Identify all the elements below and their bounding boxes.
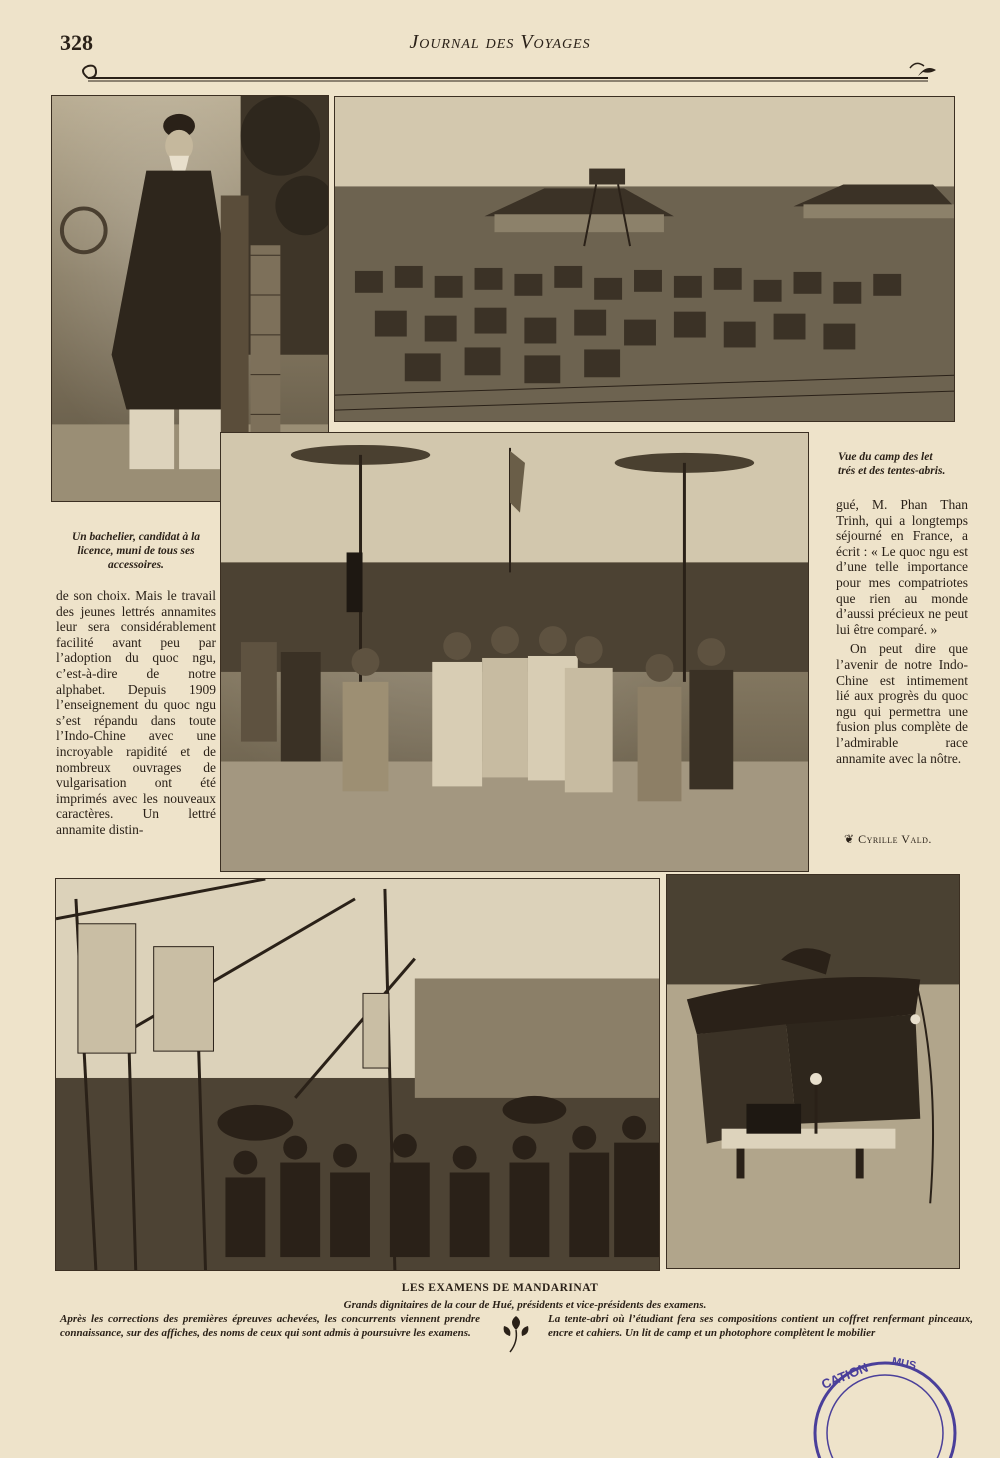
photo-affiches xyxy=(55,878,660,1271)
caption-camp xyxy=(838,450,968,478)
photo-camp xyxy=(334,96,955,422)
caption-bachelier: Un bachelier, candidat à la licence, muni de tous ses accessoires. xyxy=(71,531,201,571)
header-ornament-rule xyxy=(78,62,938,84)
author-name: Cyrille Vald. xyxy=(858,832,932,846)
photo-tente xyxy=(666,874,960,1269)
right-column-paragraph-1: gué, M. Phan Than Trinh, qui a longtemps séjourné en France, a écrit : « Le quoc ngu est d’une telle importance pour mes compatriotes que rien au monde d’aussi précieux ne peut lui être comparé. » xyxy=(836,497,968,637)
dignitaries-illustration xyxy=(221,433,808,871)
page-number: 328 xyxy=(60,30,93,55)
camp-illustration xyxy=(335,97,954,421)
stamp-text-2: MUS xyxy=(890,1355,918,1373)
left-column-paragraph: de son choix. Mais le travail des jeunes lettrés annamites leur sera considérablement facilité avant peu par l’adoption du quoc ngu, c’est-à-dire de notre alphabet. Depuis 1909 l’enseignement du quoc ngu s’est répandu dans toute l’Indo-Chine avec une incroyable rapidité et de nombreux ouvrages de vulgarisation ont été imprimés avec les nouveaux caractères. Un lettré annamite distin- xyxy=(56,588,216,837)
caption-affiches: Après les corrections des premières épreuves achevées, les concurrents viennent prendre connaissance, sur des affiches, des noms de ceux qui sont admis à poursuivre les examens. xyxy=(60,1313,480,1339)
caption-tente: La tente-abri où l’étudiant fera ses compositions contient un coffret renfermant pinceaux, encre et cahiers. Un lit de camp et un photophore complètent le mobilier xyxy=(548,1313,973,1339)
posters-illustration xyxy=(56,879,659,1270)
caption-camp-line1: Vue du camp des let xyxy=(838,451,933,463)
caption-dignitaires: Grands dignitaires de la cour de Hué, présidents et vice-présidents des examens. xyxy=(343,1299,707,1311)
right-text-column xyxy=(836,497,968,770)
leaf-ornament-icon xyxy=(496,1312,536,1356)
stamp-text-1: CATION xyxy=(819,1359,871,1392)
bottom-title: LES EXAMENS DE MANDARINAT xyxy=(401,1282,599,1294)
journal-title: Journal des Voyages xyxy=(409,31,591,53)
author-ornament-icon: ❦ xyxy=(844,832,859,846)
left-text-column xyxy=(56,588,216,842)
right-column-paragraph-2: On peut dire que l’avenir de notre Indo-Chine est intimement lié aux progrès du quoc ngu qui permettra une fusion plus complète de l’admirable race annamite avec la nôtre. xyxy=(836,641,968,766)
author-signature xyxy=(844,832,974,847)
caption-camp-line2: trés et des tentes-abris. xyxy=(838,465,946,477)
museum-stamp xyxy=(800,1348,970,1458)
photo-dignitaires xyxy=(220,432,809,872)
tent-illustration xyxy=(667,875,959,1268)
